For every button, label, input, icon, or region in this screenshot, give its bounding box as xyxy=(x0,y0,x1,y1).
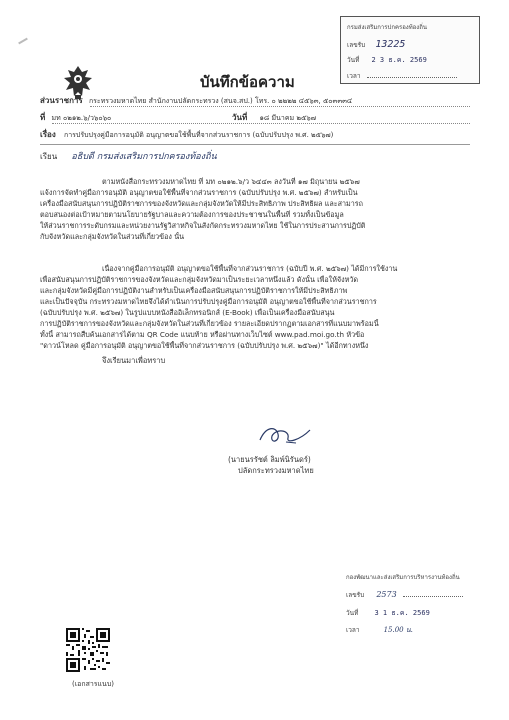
receipt-stamp-bottom xyxy=(340,568,482,636)
agency-row xyxy=(40,96,352,106)
stamp-number-label: เลขรับ xyxy=(347,41,366,49)
para2-line: ทั้งนี้ สามารถสืบค้นเอกสารได้ตาม QR Code แนบท้าย หรือผ่านทางเว็บไซต์ www.pad.moi.go.th หัวข้อ xyxy=(40,330,365,339)
stamp-bottom-number-label: เลขรับ xyxy=(346,591,365,599)
date-row xyxy=(232,113,316,123)
stamp-bottom-time-label: เวลา xyxy=(346,626,360,634)
stamp-number-value: 13225 xyxy=(375,39,406,50)
to-label: เรียน xyxy=(40,152,58,161)
attachment-note: (เอกสารแนบ) xyxy=(72,680,114,688)
stamp-date-label: วันที่ xyxy=(347,56,360,64)
agency-value: กระทรวงมหาดไทย สำนักงานปลัดกระทรวง (สนจ.สป.) โทร. ๐ ๒๒๒๒ ๔๕๖๓, ๕๐๓๓๓๔ xyxy=(88,97,353,105)
stamp-title: กรมส่งเสริมการปกครองท้องถิ่น xyxy=(347,24,427,31)
para2-line: และเป็นปัจจุบัน กระทรวงมหาดไทยจึงได้ดำเนินการปรับปรุงคู่มือการอนุมัติ อนุญาตขอใช้พื้นที่จากส่วนราชการ xyxy=(40,297,377,306)
qr-code xyxy=(66,628,110,672)
stamp-bottom-title: กองพัฒนาและส่งเสริมการบริหารงานท้องถิ่น xyxy=(346,574,460,581)
stamp-time-row xyxy=(347,71,457,81)
memo-title: บันทึกข้อความ xyxy=(200,73,295,91)
stamp-bottom-date-value: 3 1 ธ.ค. 2569 xyxy=(374,609,430,617)
closing-text: จึงเรียนมาเพื่อทราบ xyxy=(102,356,166,365)
para1-line: กับจังหวัดและกลุ่มจังหวัดในส่วนที่เกี่ยวข้อง นั้น xyxy=(40,232,185,241)
to-value-handwritten: อธิบดี กรมส่งเสริมการปกครองท้องถิ่น xyxy=(71,152,217,162)
date-value: ๑๘ มีนาคม ๒๕๖๗ xyxy=(259,114,317,122)
para1-line: แจ้งการจัดทำคู่มือการอนุมัติ อนุญาตขอใช้พื้นที่จากส่วนราชการ (ฉบับปรับปรุง พ.ศ. ๒๕๖๗) สำหรับเป็น xyxy=(40,188,358,197)
ref-row xyxy=(40,113,111,123)
signatory-position: ปลัดกระทรวงมหาดไทย xyxy=(238,466,314,475)
receipt-stamp-top xyxy=(340,16,480,84)
para2-line: เนื่องจากคู่มือการอนุมัติ อนุญาตขอใช้พื้นที่จากส่วนราชการ (ฉบับปี พ.ศ. ๒๕๖๗) ได้มีการใช้งาน xyxy=(102,264,398,273)
signatory-name: (นายนรรัชต์ ลิมพ์นิรันดร์) xyxy=(228,455,311,464)
para1-line: เครื่องมือสนับสนุนการปฏิบัติราชการของจังหวัดและกลุ่มจังหวัดให้มีประสิทธิภาพ ประสิทธิผล และสามารถ xyxy=(40,199,364,208)
subject-row xyxy=(40,130,333,140)
stamp-bottom-time-value: 15.00 น. xyxy=(383,626,413,634)
to-row xyxy=(40,152,217,162)
stamp-bottom-time-row xyxy=(346,625,413,636)
subject-label: เรื่อง xyxy=(40,130,56,139)
para2-line: "ดาวน์โหลด คู่มือการอนุมัติ อนุญาตขอใช้พื้นที่จากส่วนราชการ (ฉบับปรับปรุง พ.ศ. ๒๕๖๗)" ได้อีกทางหนึ่ง xyxy=(40,341,369,350)
para2-line: และกลุ่มจังหวัดมีคู่มือการปฏิบัติงานสำหรับเป็นเครื่องมือสนับสนุนการปฏิบัติราชการให้มีประสิทธิภาพ xyxy=(40,286,348,295)
stamp-number-row xyxy=(347,39,405,50)
stamp-bottom-date-row xyxy=(346,608,430,619)
signature-scribble xyxy=(256,422,316,448)
ref-value: มท ๐๒๑๒.๖/ว๖๐๖๐ xyxy=(51,114,112,122)
para1-line: ให้ส่วนราชการระดับกรมและหน่วยงานรัฐวิสาหกิจในสังกัดกระทรวงมหาดไทย ใช้ในการประสานการปฏิบัติ xyxy=(40,221,366,230)
agency-label: ส่วนราชการ xyxy=(40,96,83,105)
stamp-time-label: เวลา xyxy=(347,72,361,80)
stamp-bottom-number-value: 2573 xyxy=(376,590,397,599)
para2-line: การปฏิบัติราชการของจังหวัดและกลุ่มจังหวัดในส่วนที่เกี่ยวข้อง รายละเอียดปรากฏตามเอกสารที่แนบมาพร้อมนี้ xyxy=(40,319,379,328)
para1-line: ตามหนังสือกระทรวงมหาดไทย ที่ มท ๐๒๑๒.๖/ว ๖๔๔๓ ลงวันที่ ๑๗ มิถุนายน ๒๕๖๗ xyxy=(102,177,360,186)
corner-mark xyxy=(18,38,28,45)
stamp-date-value: 2 3 ธ.ค. 2569 xyxy=(371,56,427,64)
para2-line: เพื่อสนับสนุนการปฏิบัติราชการของจังหวัดและกลุ่มจังหวัดมาเป็นระยะเวลาหนึ่งแล้ว ดังนั้น เพื่อให้จังหวัด xyxy=(40,275,359,284)
date-label: วันที่ xyxy=(232,113,248,122)
stamp-date-row xyxy=(347,55,427,66)
para1-line: ตอบสนองต่อเป้าหมายตามนโยบายรัฐบาลและความต้องการของประชาชนในพื้นที่ รวมทั้งเป็นข้อมูล xyxy=(40,210,344,219)
stamp-bottom-number-row xyxy=(346,590,463,600)
subject-value: การปรับปรุงคู่มือการอนุมัติ อนุญาตขอใช้พื้นที่จากส่วนราชการ (ฉบับปรับปรุง พ.ศ. ๒๕๖๗) xyxy=(63,131,334,139)
stamp-bottom-date-label: วันที่ xyxy=(346,609,359,617)
ref-label: ที่ xyxy=(40,113,46,122)
para2-line: (ฉบับปรับปรุง พ.ศ. ๒๕๖๗) ในรูปแบบหนังสืออิเล็กทรอนิกส์ (E-Book) เพื่อเป็นเครื่องมือสนับสนุน xyxy=(40,308,335,317)
